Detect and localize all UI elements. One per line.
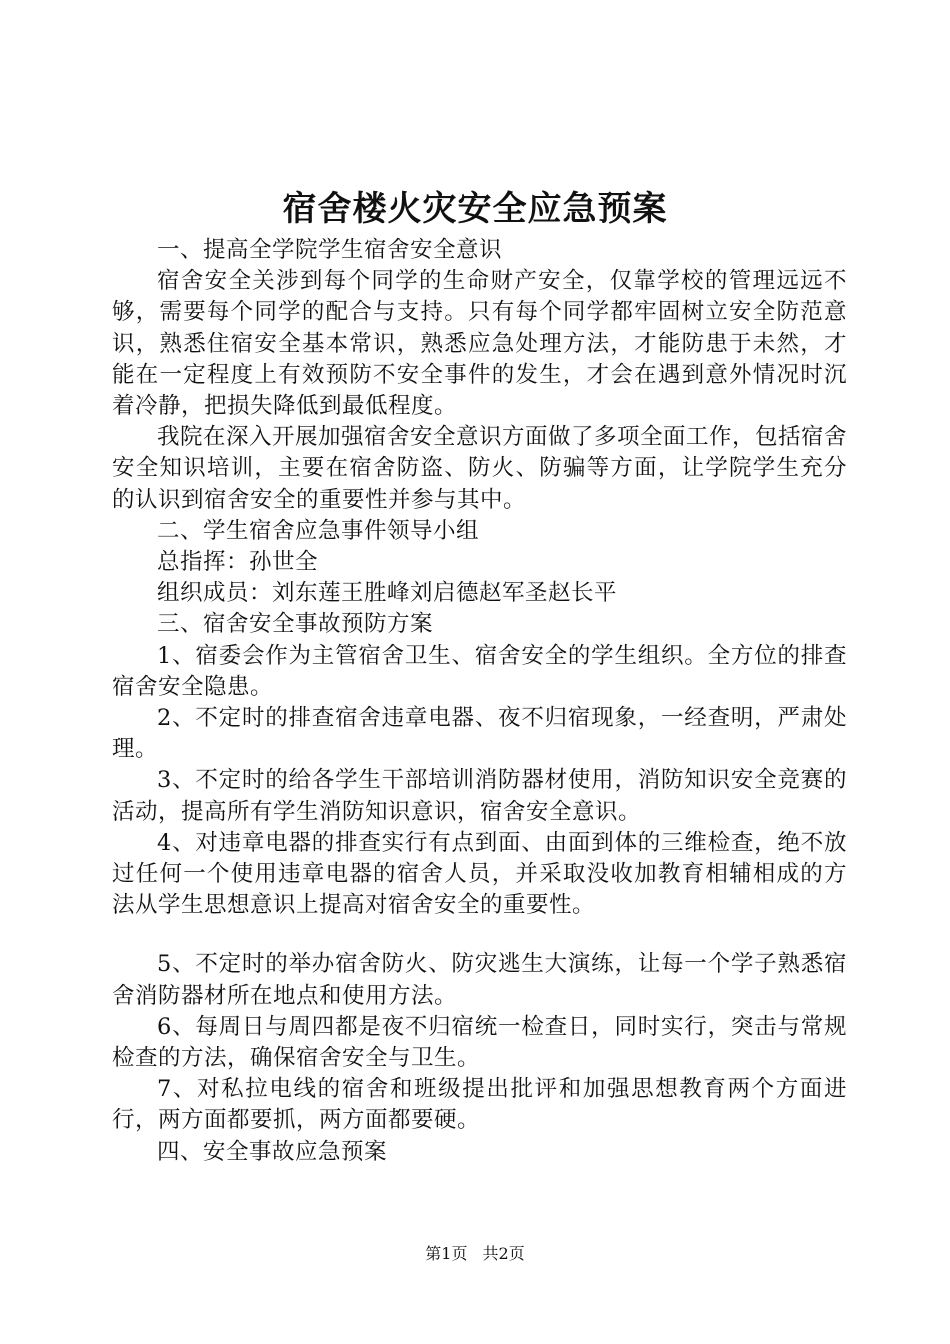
document-title: 宿舍楼火灾安全应急预案 bbox=[282, 189, 668, 229]
list-item: 2、不定时的排查宿舍违章电器、夜不归宿现象，一经查明，严肃处理。 bbox=[112, 705, 847, 763]
list-item: 7、对私拉电线的宿舍和班级提出批评和加强思想教育两个方面进行，两方面都要抓，两方面都要硬。 bbox=[112, 1076, 847, 1134]
document-body bbox=[112, 235, 847, 1168]
body-paragraph: 宿舍安全关涉到每个同学的生命财产安全，仅靠学校的管理远远不够，需要每个同学的配合与支持。只有每个同学都牢固树立安全防范意识，熟悉住宿安全基本常识，熟悉应急处理方法，才能防患于未然，才能在一定程度上有效预防不安全事件的发生，才会在遇到意外情况时沉着冷静，把损失降低到最低程度。 bbox=[112, 268, 847, 420]
list-item: 5、不定时的举办宿舍防火、防灾逃生大演练，让每一个学子熟悉宿舍消防器材所在地点和使用方法。 bbox=[112, 951, 847, 1009]
page-total: 共2页 bbox=[482, 1244, 525, 1263]
list-item: 6、每周日与周四都是夜不归宿统一检查日，同时实行，突击与常规检查的方法，确保宿舍安全与卫生。 bbox=[112, 1013, 847, 1072]
page-footer bbox=[0, 1243, 950, 1265]
body-paragraph: 我院在深入开展加强宿舍安全意识方面做了多项全面工作，包括宿舍安全知识培训，主要在宿舍防盗、防火、防骗等方面，让学院学生充分的认识到宿舍安全的重要性并参与其中。 bbox=[112, 424, 848, 513]
section-heading-1: 一、提高全学院学生宿舍安全意识 bbox=[157, 237, 503, 263]
list-item: 4、对违章电器的排查实行有点到面、由面到体的三维检查，绝不放过任何一个使用违章电器的宿舍人员，并采取没收加教育相辅相成的方法从学生思想意识上提高对宿舍安全的重要性。 bbox=[112, 829, 847, 919]
members-line: 组织成员：刘东莲王胜峰刘启德赵军圣赵长平 bbox=[157, 580, 618, 607]
section-heading-2: 二、学生宿舍应急事件领导小组 bbox=[157, 517, 480, 544]
section-heading-3: 三、宿舍安全事故预防方案 bbox=[157, 611, 434, 638]
list-item: 3、不定时的给各学生干部培训消防器材使用，消防知识安全竞赛的活动，提高所有学生消防知识意识，宿舍安全意识。 bbox=[112, 767, 847, 825]
commander-line: 总指挥：孙世全 bbox=[157, 549, 319, 576]
list-item: 1、宿委会作为主管宿舍卫生、宿舍安全的学生组织。全方位的排查宿舍安全隐患。 bbox=[112, 642, 847, 700]
section-heading-4: 四、安全事故应急预案 bbox=[157, 1138, 388, 1165]
page-number: 第1页 bbox=[425, 1244, 468, 1263]
